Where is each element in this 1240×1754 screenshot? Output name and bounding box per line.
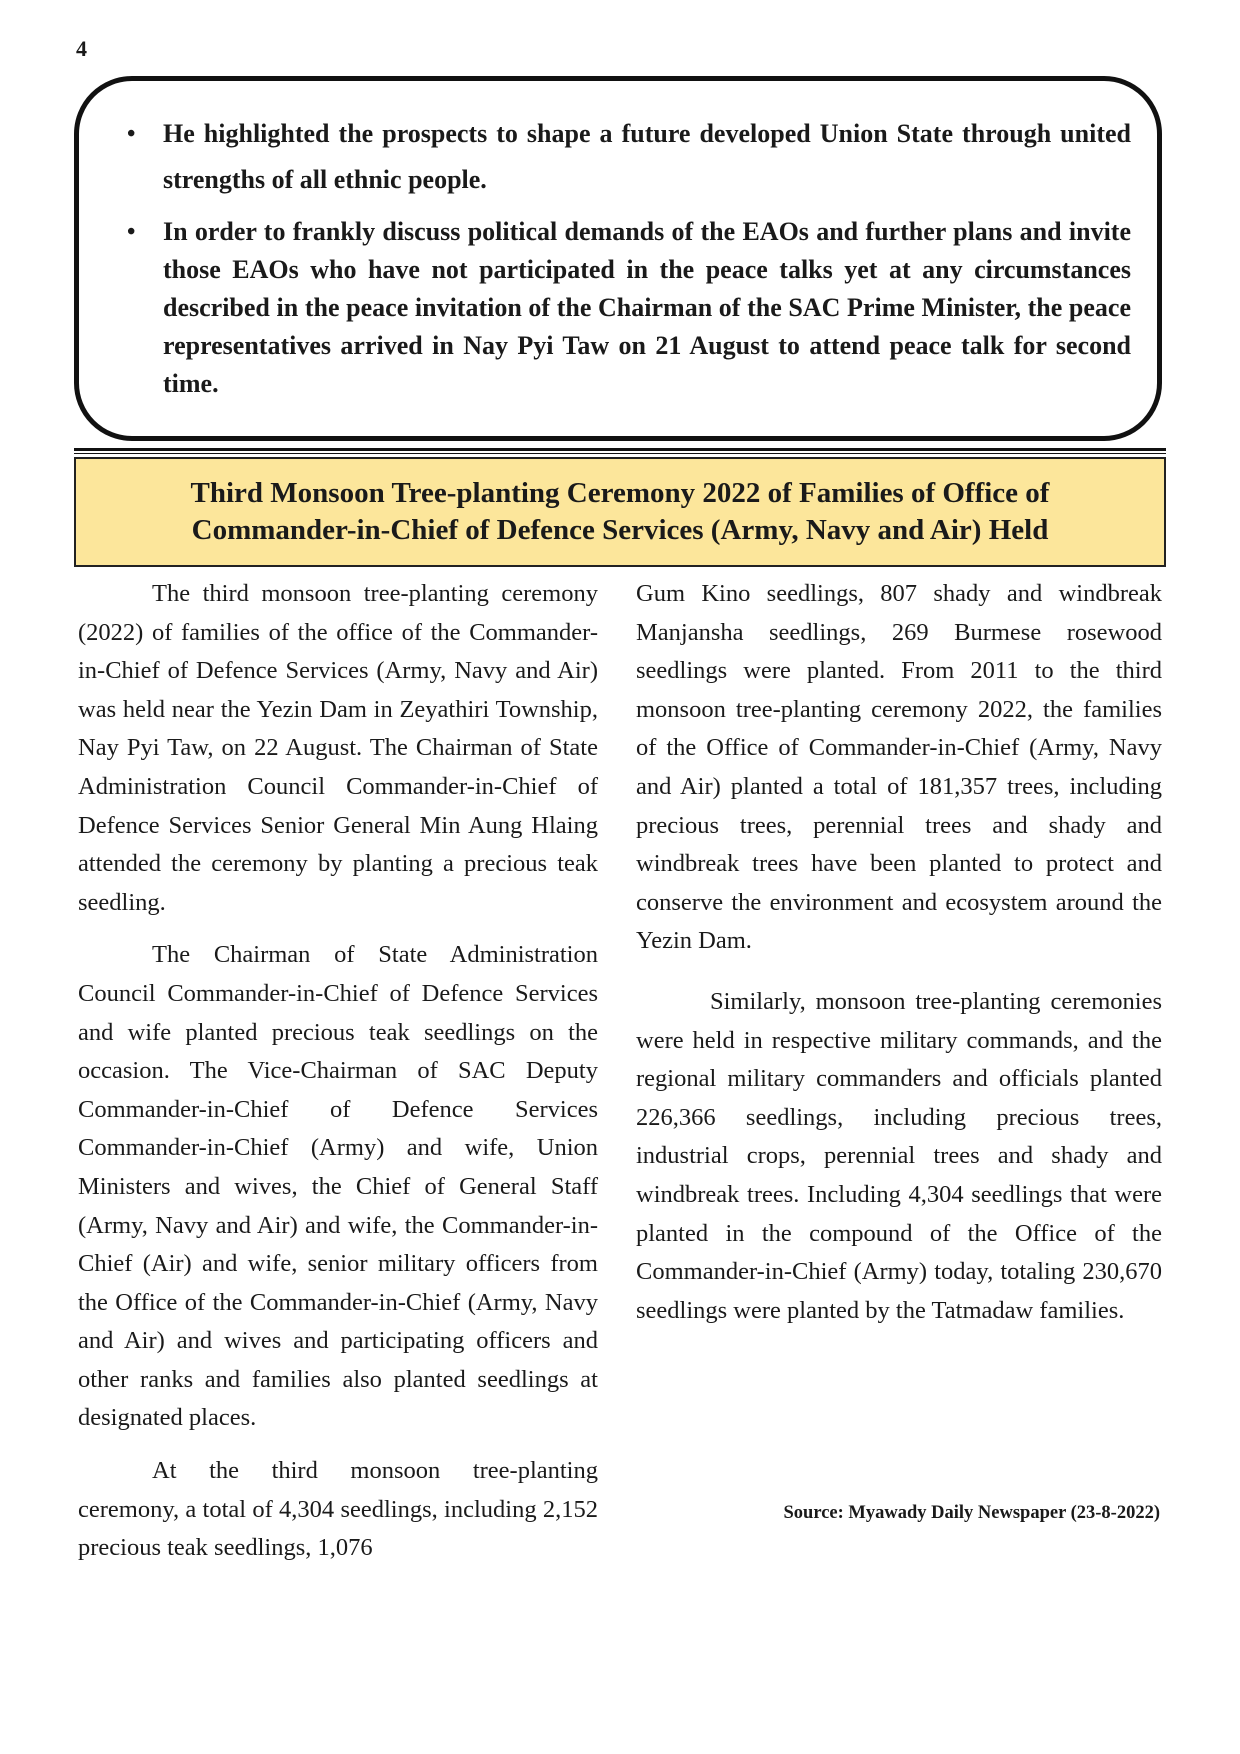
page-number: 4 (76, 36, 87, 61)
highlight-item: • He highlighted the prospects to shape a future developed Union State through united strengths of all ethnic people. (163, 111, 1131, 203)
article-title-box (74, 457, 1166, 567)
article-paragraph: At the third monsoon tree-planting ceremony, a total of 4,304 seedlings, including 2,152 precious teak seedlings, 1,076 (78, 1457, 598, 1562)
source-credit: Source: Myawady Daily Newspaper (23-8-2022) (783, 1503, 1160, 1523)
article-title-line-1: Third Monsoon Tree-planting Ceremony 2022 of Families of Office of (190, 477, 1050, 509)
section-divider (74, 448, 1166, 451)
article-title (191, 475, 1050, 549)
article-paragraph: Similarly, monsoon tree-planting ceremonies were held in respective military commands, and the regional military commanders and officials planted 226,366 seedlings, including precious trees, industrial crops, perennial trees and shady and windbreak trees. Including 4,304 seedlings that were planted in the compound of the Office of the Commander-in-Chief (Army) today, totaling 230,670 seedlings were planted by the Tatmadaw families. (636, 987, 1162, 1324)
highlight-item: • In order to frankly discuss political demands of the EAOs and further plans and invite those EAOs who have not participated in the peace talks yet at any circumstances described in the peace invitation of the Chairman of the SAC Prime Minister, the peace representatives arrived in Nay Pyi Taw on 21 August to attend peace talk for second time. (163, 213, 1131, 403)
article-paragraph: Gum Kino seedlings, 807 shady and windbreak Manjansha seedlings, 269 Burmese rosewood seedlings were planted. From 2011 to the third monsoon tree-planting ceremony 2022, the families of the Office of Commander-in-Chief (Army, Navy and Air) planted a total of 181,357 trees, including precious trees, perennial trees and shady and windbreak trees have been planted to protect and conserve the environment and ecosystem around the Yezin Dam. (636, 580, 1162, 955)
article-title-line-2: Commander-in-Chief of Defence Services (Army, Navy and Air) Held (191, 514, 1049, 546)
article-paragraph: The third monsoon tree-planting ceremony (2022) of families of the office of the Commander-in-Chief of Defence Services (Army, Navy and Air) was held near the Yezin Dam in Zeyathiri Township, Nay Pyi Taw, on 22 August. The Chairman of State Administration Council Commander-in-Chief of Defence Services Senior General Min Aung Hlaing attended the ceremony by planting a precious teak seedling. (78, 580, 598, 916)
highlights-box (74, 76, 1162, 441)
highlights-list (105, 111, 1131, 403)
section-divider-thin (74, 453, 1166, 454)
article-paragraph: The Chairman of State Administration Council Commander-in-Chief of Defence Services and wife planted precious teak seedlings on the occasion. The Vice-Chairman of SAC Deputy Commander-in-Chief of Defence Services Commander-in-Chief (Army) and wife, Union Ministers and wives, the Chief of General Staff (Army, Navy and Air) and wife, the Commander-in-Chief (Air) and wife, senior military officers from the Office of the Commander-in-Chief (Army, Navy and Air) and wives and participating officers and other ranks and families also planted seedlings at designated places. (78, 941, 598, 1432)
article-column-left (78, 575, 598, 1568)
article-column-right (636, 575, 1162, 1330)
